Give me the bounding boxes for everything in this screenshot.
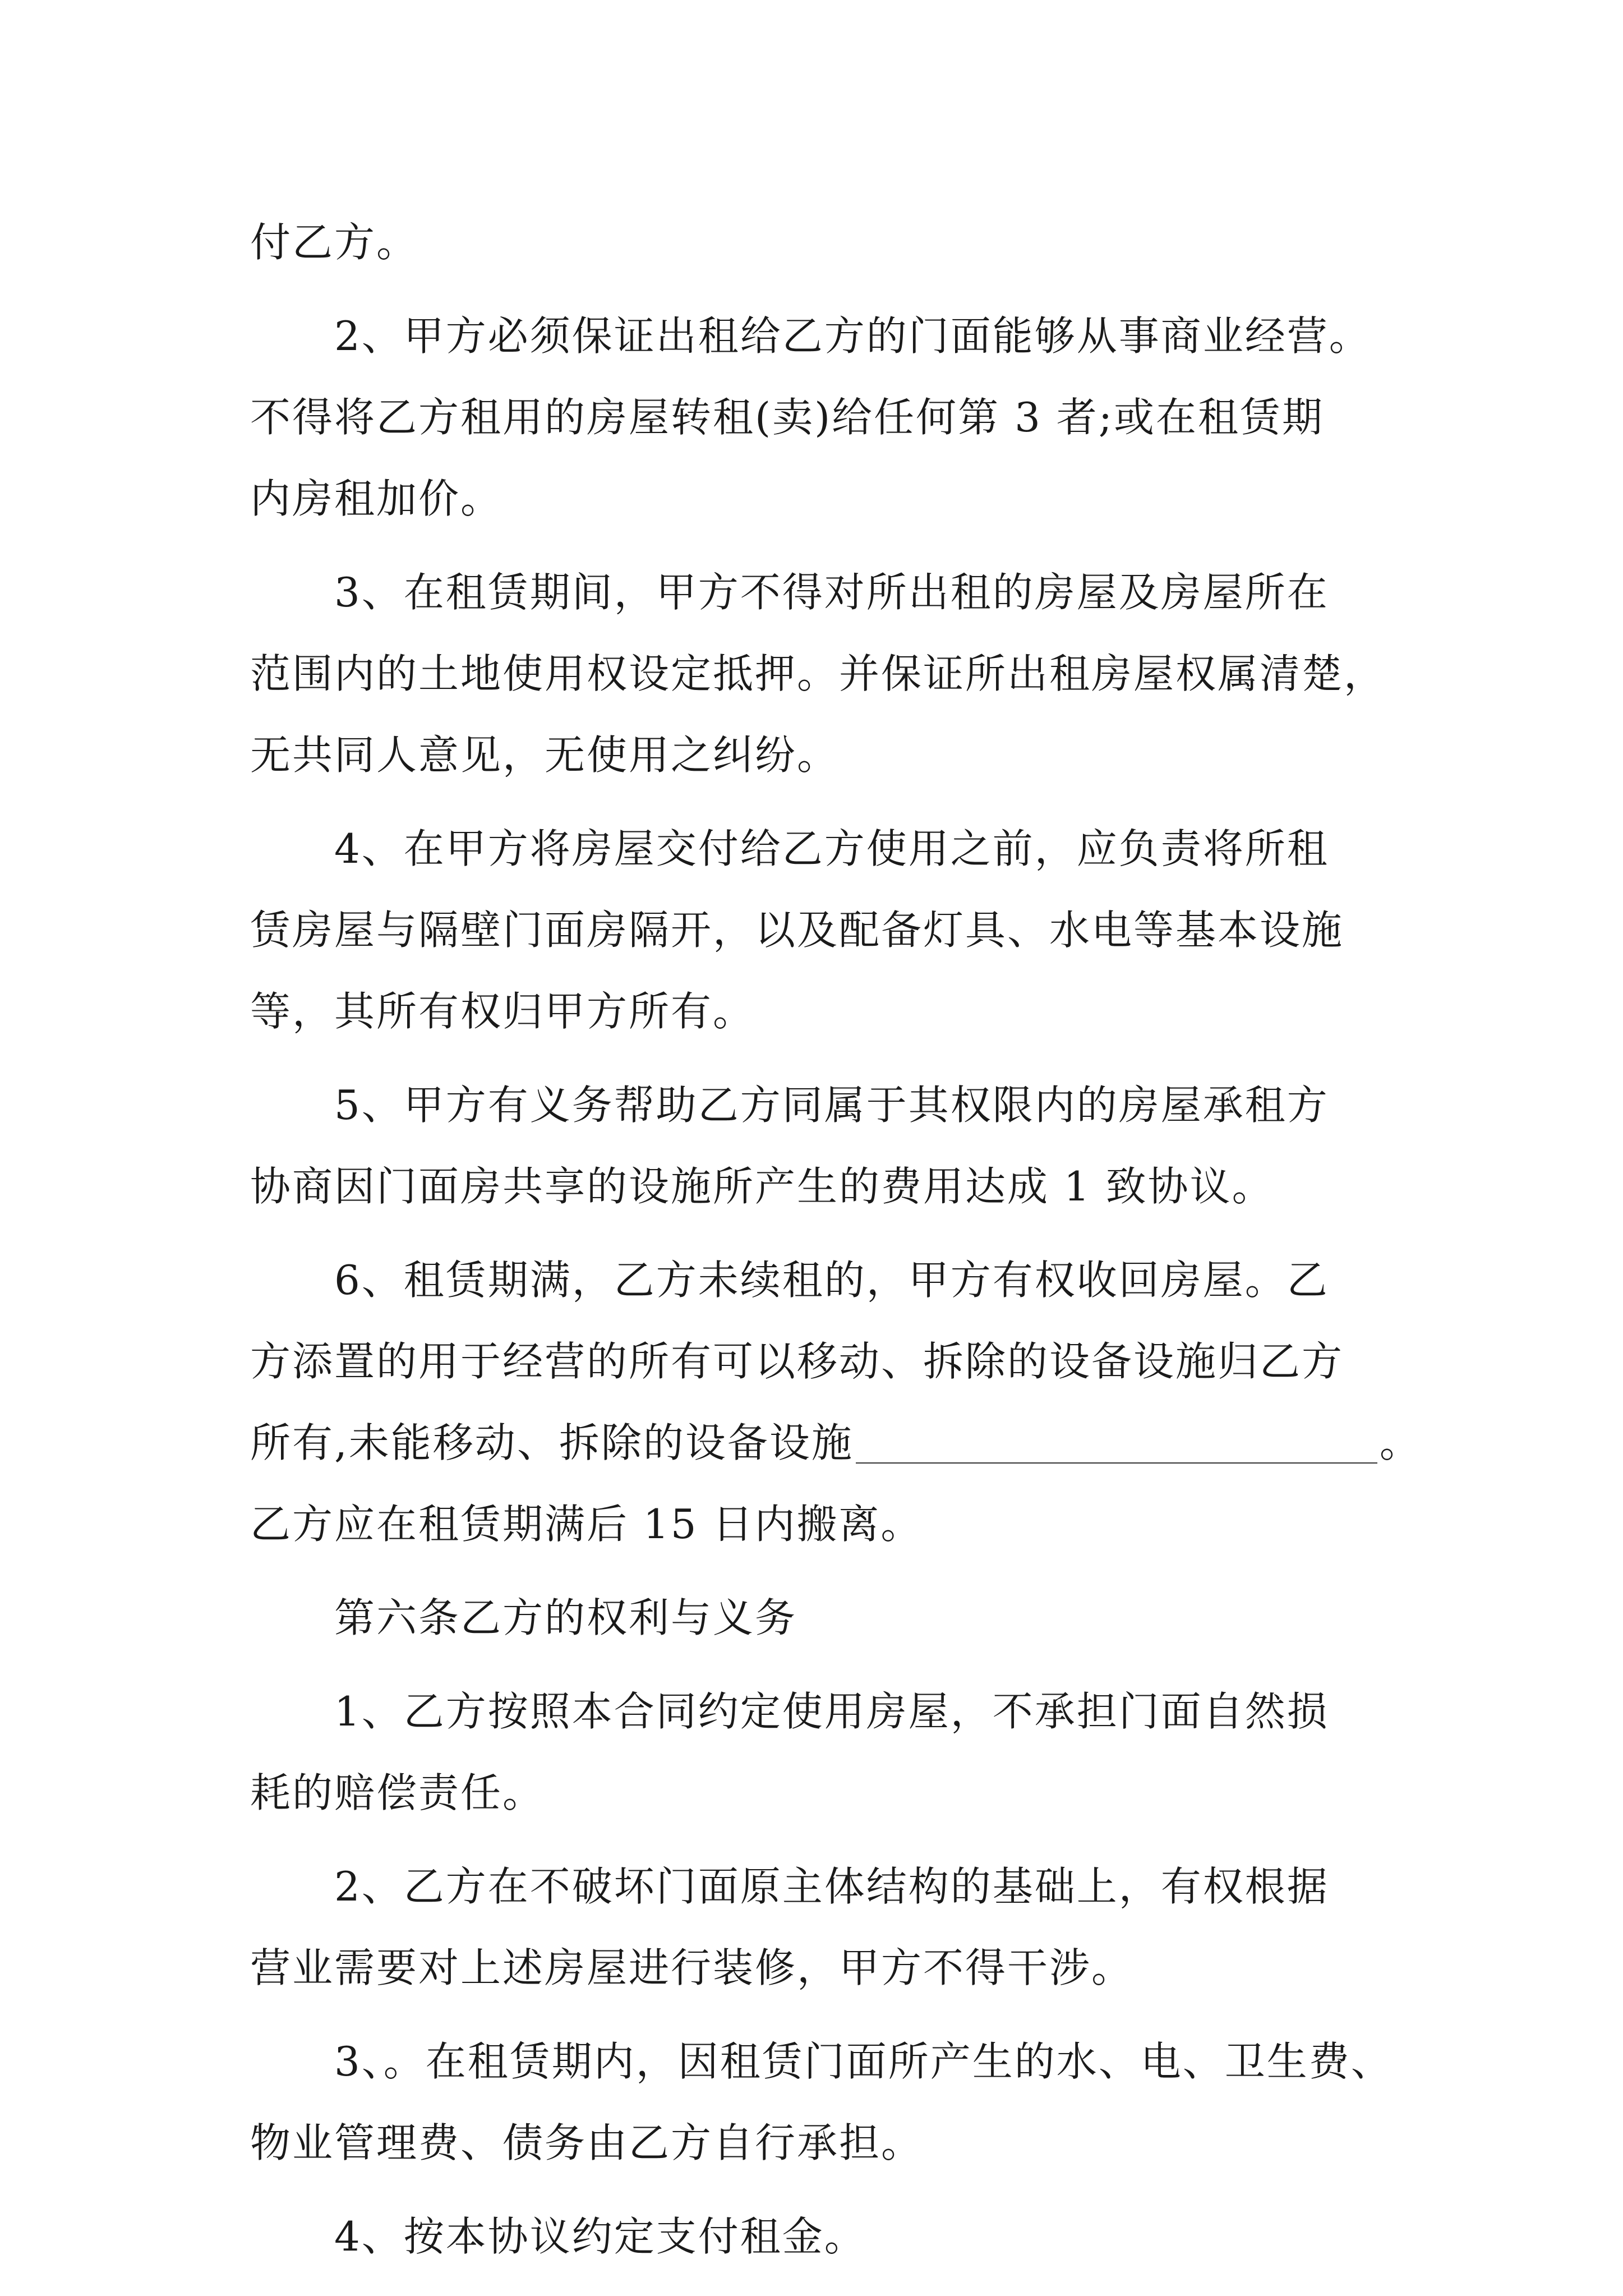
clause-5-2-line-2: 不得将乙方租用的房屋转租(卖)给任何第 3 者;或在租赁期 [250, 394, 1325, 441]
clause-6-2-line-1: 2、乙方在不破坏门面原主体结构的基础上，有权根据 [334, 1863, 1329, 1910]
clause-5-5-line-1: 5、甲方有义务帮助乙方同属于其权限内的房屋承租方 [334, 1082, 1329, 1129]
text-line: 付乙方。 [250, 219, 419, 266]
clause-6-2-line-2: 营业需要对上述房屋进行装修，甲方不得干涉。 [250, 1944, 1134, 1991]
article-6-heading: 第六条乙方的权利与义务 [334, 1594, 797, 1641]
clause-5-6-line-1: 6、租赁期满，乙方未续租的，甲方有权收回房屋。乙 [334, 1257, 1329, 1304]
clause-5-6-line-3-text: 所有,未能移动、拆除的设备设施 [250, 1419, 854, 1466]
clause-5-2-line-1: 2、甲方必须保证出租给乙方的门面能够从事商业经营。 [334, 312, 1371, 360]
clause-5-2-line-3: 内房租加价。 [250, 475, 503, 522]
clause-5-3-line-3: 无共同人意见，无使用之纠纷。 [250, 731, 840, 779]
clause-6-3-line-2: 物业管理费、债务由乙方自行承担。 [250, 2119, 924, 2166]
clause-5-6-line-3 [250, 1402, 1422, 1484]
clause-5-6-line-4: 乙方应在租赁期满后 15 日内搬离。 [250, 1501, 923, 1548]
clause-5-3-line-2: 范围内的土地使用权设定抵押。并保证所出租房屋权属清楚， [250, 650, 1386, 697]
clause-5-3-line-1: 3、在租赁期间，甲方不得对所出租的房屋及房屋所在 [334, 569, 1329, 616]
clause-6-1-line-2: 耗的赔偿责任。 [250, 1769, 545, 1816]
clause-6-3-line-1: 3、。在租赁期内，因租赁门面所产生的水、电、卫生费、 [334, 2038, 1393, 2085]
clause-5-6-line-2: 方添置的用于经营的所有可以移动、拆除的设备设施归乙方 [250, 1338, 1344, 1385]
clause-5-4-line-2: 赁房屋与隔壁门面房隔开，以及配备灯具、水电等基本设施 [250, 907, 1344, 954]
clause-6-1-line-1: 1、乙方按照本合同约定使用房屋，不承担门面自然损 [334, 1688, 1329, 1735]
clause-5-6-line-3-end: 。 [1379, 1419, 1422, 1466]
clause-6-4-line-1: 4、按本协议约定支付租金。 [334, 2213, 866, 2260]
document-body [250, 202, 1422, 2277]
clause-5-4-line-1: 4、在甲方将房屋交付给乙方使用之前，应负责将所租 [334, 825, 1329, 872]
clause-5-5-line-2: 协商因门面房共享的设施所产生的费用达成 1 致协议。 [250, 1163, 1274, 1210]
fill-in-blank [856, 1462, 1377, 1464]
clause-5-4-line-3: 等，其所有权归甲方所有。 [250, 988, 755, 1035]
